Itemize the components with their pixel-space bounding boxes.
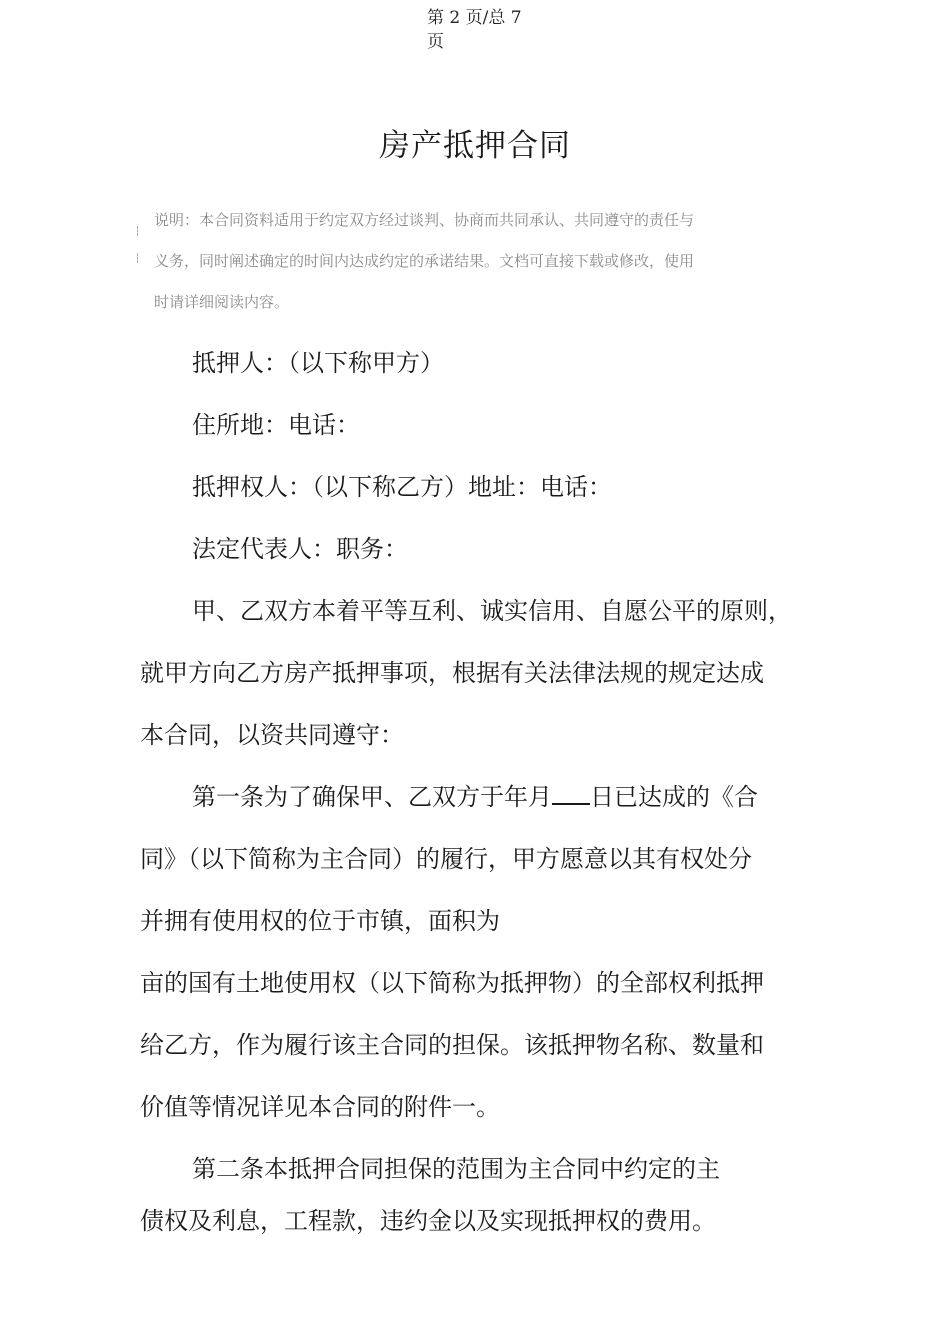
- article-1-line: 同》（以下简称为主合同）的履行，甲方愿意以其有权处分: [140, 845, 752, 873]
- note-line: 义务，同时阐述确定的时间内达成约定的承诺结果。文档可直接下载或修改，使用: [154, 252, 695, 270]
- article-1-line: 并拥有使用权的位于市镇，面积为: [140, 907, 500, 935]
- preamble-line: 甲、乙双方本着平等互利、诚实信用、自愿公平的原则，: [192, 597, 792, 625]
- article-2-line: 债权及利息，工程款，违约金以及实现抵押权的费用。: [140, 1207, 716, 1235]
- mortgagee-line: 抵押权人：（以下称乙方）地址：电话：: [192, 473, 612, 501]
- article-2-line: 第二条本抵押合同担保的范围为主合同中约定的主: [192, 1155, 720, 1183]
- preamble-line: 就甲方向乙方房产抵押事项，根据有关法律法规的规定达成: [140, 659, 764, 687]
- fill-in-blank: [552, 781, 590, 805]
- note-margin-marks: [137, 226, 143, 276]
- article-1-line: 价值等情况详见本合同的附件一。: [140, 1093, 500, 1121]
- article-1-line: 给乙方，作为履行该主合同的担保。该抵押物名称、数量和: [140, 1031, 764, 1059]
- article-1-line: 亩的国有土地使用权（以下简称为抵押物）的全部权利抵押: [140, 969, 764, 997]
- document-title: 房产抵押合同: [379, 128, 571, 164]
- article-1-text: 日已达成的《合: [590, 783, 758, 811]
- article-1-line: [140, 774, 830, 836]
- page-number-header: [427, 6, 537, 54]
- margin-mark: [137, 253, 138, 263]
- address-phone-line: 住所地：电话：: [192, 411, 360, 439]
- note-line: 说明：本合同资料适用于约定双方经过谈判、协商而共同承认、共同遵守的责任与: [154, 211, 695, 229]
- usage-note: [154, 200, 784, 323]
- page-number-line-cont: 页: [427, 32, 444, 52]
- mortgagor-line: 抵押人：（以下称甲方）: [192, 349, 444, 377]
- note-line: 时请详细阅读内容。: [154, 293, 290, 311]
- page-number-line: 第 2 页/总 7: [427, 8, 522, 28]
- article-1-text: 第一条为了确保甲、乙双方于年月: [192, 783, 552, 811]
- margin-mark: [137, 226, 138, 236]
- legal-representative-line: 法定代表人：职务：: [192, 535, 408, 563]
- contract-body: [140, 340, 830, 1260]
- preamble-line: 本合同，以资共同遵守：: [140, 721, 404, 749]
